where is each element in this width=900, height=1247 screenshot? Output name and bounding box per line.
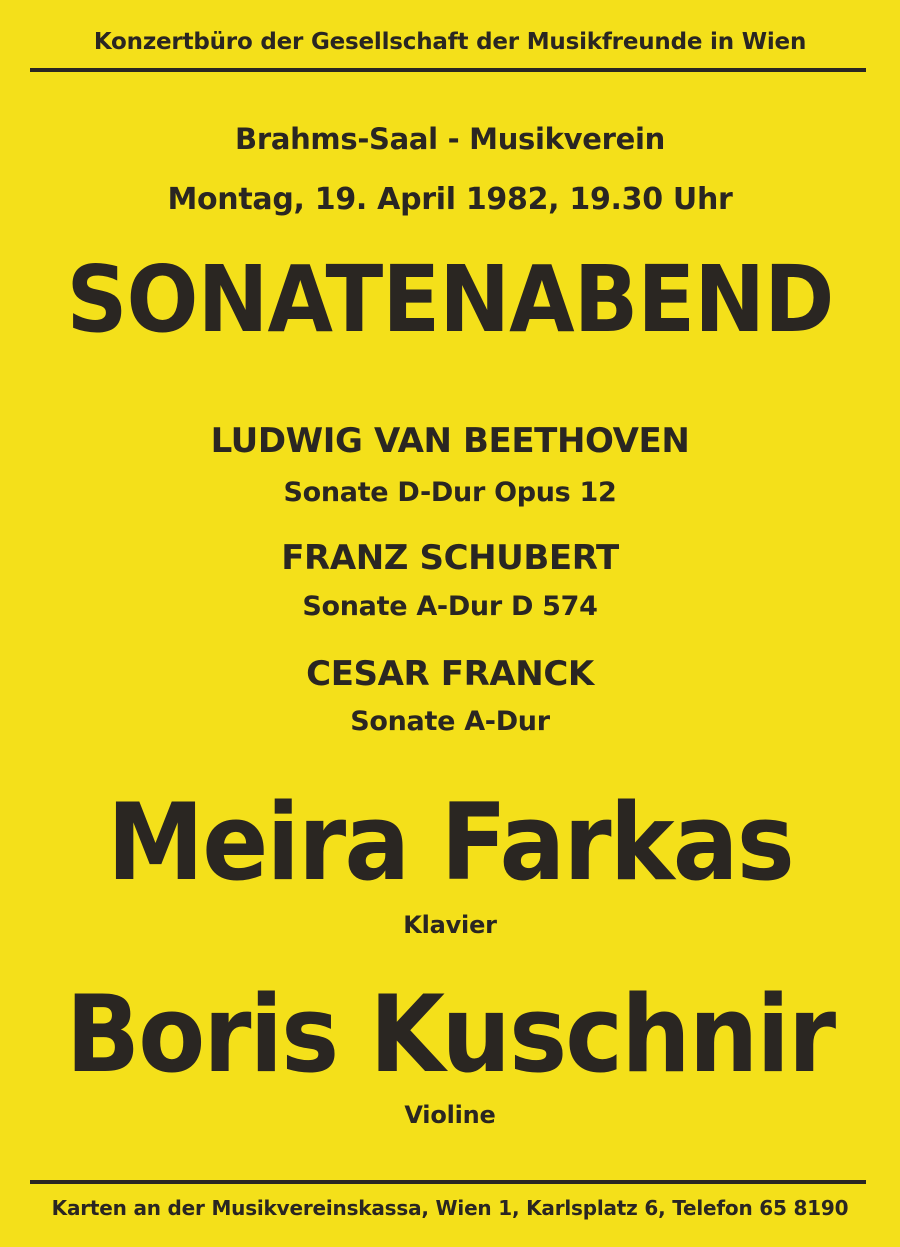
performer-2-name: Boris Kuschnir <box>65 973 835 1096</box>
bottom-divider <box>30 1180 866 1184</box>
composer-2: FRANZ SCHUBERT <box>281 538 619 578</box>
performer-1-name: Meira Farkas <box>107 781 793 904</box>
performer-1-instrument: Klavier <box>403 911 497 939</box>
work-3: Sonate A-Dur <box>350 706 550 737</box>
composer-1: LUDWIG VAN BEETHOVEN <box>210 421 690 461</box>
work-2: Sonate A-Dur D 574 <box>302 591 598 622</box>
ticket-info-footer: Karten an der Musikvereinskassa, Wien 1, Karlsplatz 6, Telefon 65 8190 <box>51 1196 849 1220</box>
organizer-header: Konzertbüro der Gesellschaft der Musikfreunde in Wien <box>93 29 807 55</box>
performer-2-instrument: Violine <box>404 1101 496 1129</box>
venue: Brahms-Saal - Musikverein <box>235 122 665 156</box>
event-title: SONATENABEND <box>66 246 834 353</box>
composer-3: CESAR FRANCK <box>306 654 594 694</box>
top-divider <box>30 68 866 72</box>
event-datetime: Montag, 19. April 1982, 19.30 Uhr <box>167 182 733 217</box>
work-1: Sonate D-Dur Opus 12 <box>283 477 617 508</box>
